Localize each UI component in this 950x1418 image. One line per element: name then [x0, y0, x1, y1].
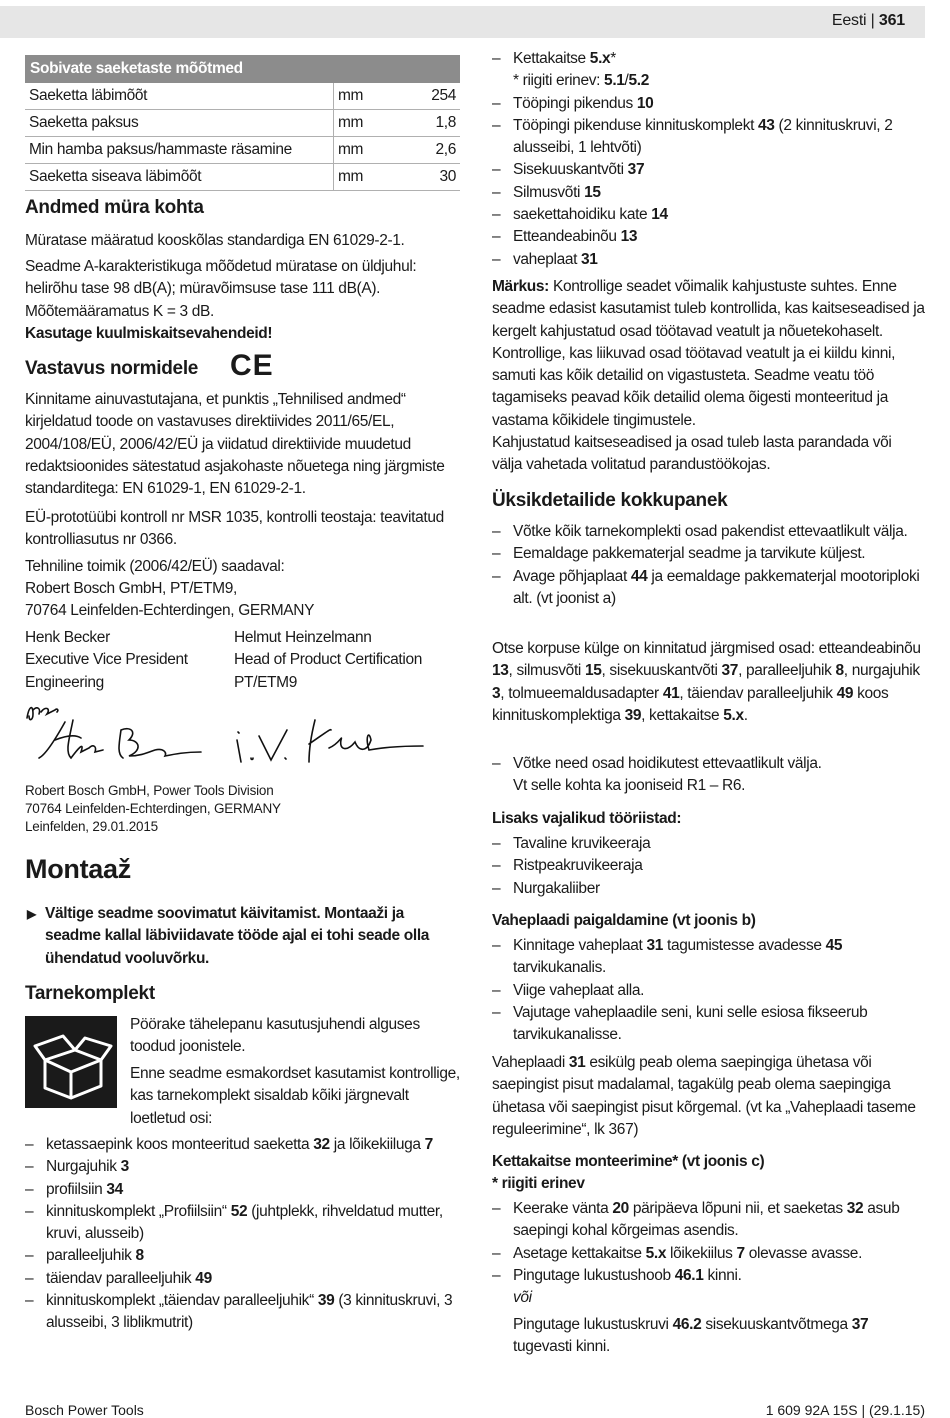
table-title: Sobivate saeketaste mõõtmed: [25, 55, 460, 83]
delivery-intro-2: Enne seadme esmakordset kasutamist kontrollige, kas tarnekomplekt sisaldab kõiki järgnevalt loetletud osi:: [130, 1065, 460, 1127]
row-unit: mm: [334, 83, 413, 110]
list-item: – Avage põhjaplaat 44 ja eemaldage pakkematerjal mootoriploki alt. (vt joonist a): [492, 566, 925, 611]
row-label: Min hamba paksus/hammaste räsamine: [25, 137, 334, 164]
list-item: – profiilsiin 34: [25, 1179, 460, 1201]
company-line: 70764 Leinfelden-Echterdingen, GERMANY: [25, 801, 281, 816]
montage-heading: Montaaž: [25, 854, 131, 884]
signer-1-name: Henk Becker: [25, 629, 110, 646]
row-unit: mm: [334, 137, 413, 164]
list-item: – Tööpingi pikendus 10: [492, 93, 925, 115]
conformity-text-1: Kinnitame ainuvastutajana, et punktis „Tehnilised andmed“ kirjeldatud toode on vastavuses direktiivides 2011/65/EL, 2004/108/EÜ, 2006/42/EÜ ja viidatud direktiivide muudetud redaktsioonides sätestatud asjakohaste nõuetega ning järgmiste standarditega: EN 61029-1, EN 61029-2-1.: [25, 391, 445, 498]
list-item: – Etteandeabinõu 13: [492, 226, 925, 248]
table-row: [25, 110, 460, 137]
list-item: – ketassaepink koos monteeritud saeketta 32 ja lõikekiiluga 7: [25, 1134, 460, 1156]
signer-1: [25, 627, 188, 694]
list-item: – Sisekuuskantvõti 37: [492, 159, 925, 181]
hearing-protection-warning: Kasutage kuulmiskaitsevahendeid!: [25, 325, 273, 342]
list-item: – Tavaline kruvikeeraja: [492, 833, 925, 855]
montage-warning-text: Vältige seadme soovimatut käivitamist. Montaaži ja seadme kallal läbiviidavate tööde ajal ei tohi seade olla ühendatud vooluvõrku.: [45, 905, 430, 967]
delivery-heading: Tarnekomplekt: [25, 983, 155, 1004]
noise-heading: Andmed müra kohta: [25, 197, 204, 218]
list-item: – Asetage kettakaitse 5.x lõikekiilus 7 olevasse avasse.: [492, 1243, 925, 1265]
footer-left: Bosch Power Tools: [25, 1402, 144, 1418]
footer-right: 1 609 92A 15S | (29.1.15): [765, 1402, 925, 1418]
delivery-list-right: [492, 48, 925, 271]
page-number: 361: [878, 12, 905, 29]
signer-2: [234, 627, 422, 694]
row-value: 2,6: [412, 137, 460, 164]
list-item: – Ristpeakruvikeeraja: [492, 855, 925, 877]
list-item: – Eemaldage pakkematerjal seadme ja tarvikute küljest.: [492, 543, 925, 565]
signer-1-title: Executive Vice President: [25, 651, 188, 669]
list-item: – Võtke need osad hoidikutest ettevaatlikult välja. Vt selle kohta ka jooniseid R1 – R6.: [492, 753, 925, 798]
assembly-body-text: Otse korpuse külge on kinnitatud järgmised osad: etteandeabinõu 13, silmusvõti 15, sisekuuskantvõti 37, paralleeljuhik 8, nurgajuhik 3, tolmueemaldusadapter 41, täiendav paralleeljuhik 49 koos kinnituskomplektiga 39, kettakaitse 5.x.: [492, 640, 921, 724]
list-item: – vaheplaat 31: [492, 249, 925, 271]
page-header: [832, 12, 905, 30]
montage-warning: [25, 903, 460, 970]
list-item: – Kinnitage vaheplaat 31 tagumistesse avadesse 45 tarvikukanalis.: [492, 935, 925, 980]
list-item: – kinnituskomplekt „Profiilsiin“ 52 (juhtplekk, rihveldatud mutter, kruvi, alusseib): [25, 1201, 460, 1246]
list-item: – Silmusvõti 15: [492, 182, 925, 204]
conformity-heading: Vastavus normidele: [25, 358, 199, 379]
list-item: – Keerake vänta 20 päripäeva lõpuni nii, et saeketas 32 asub saepingi kohal kõrgeimas asendis.: [492, 1198, 925, 1243]
signer-2-dept: PT/ETM9: [234, 673, 298, 691]
spacer-heading: Vaheplaadi paigaldamine (vt joonis b): [492, 912, 756, 929]
table-row: [25, 164, 460, 191]
list-item: – Viige vaheplaat alla.: [492, 980, 925, 1002]
tools-heading: Lisaks vajalikud tööriistad:: [492, 810, 682, 827]
tools-list: [492, 833, 925, 900]
tech-file-line-2: Robert Bosch GmbH, PT/ETM9,: [25, 580, 237, 597]
assembly-steps: [492, 521, 925, 610]
note-paragraph: [492, 276, 925, 432]
list-item: – täiendav paralleeljuhik 49: [25, 1268, 460, 1290]
row-value: 254: [412, 83, 460, 110]
spacer-text: Vaheplaadi 31 esikülg peab olema saepingiga ühetasa või saepingist pisut madalamal, tagakülg peab olema saepingiga ühetasa või saepingist pisut kõrgemal. (vt ka „Vaheplaadi taseme reguleerimine“, lk 367): [492, 1054, 916, 1138]
package-icon: [25, 1016, 117, 1108]
row-unit: mm: [334, 110, 413, 137]
row-label: Saeketta paksus: [25, 110, 334, 137]
guard-last-step: Pingutage lukustuskruvi 46.2 sisekuuskantvõtmega 37 tugevasti kinni.: [513, 1316, 869, 1356]
row-label: Saeketta siseava läbimõõt: [25, 164, 334, 191]
company-line: Robert Bosch GmbH, Power Tools Division: [25, 783, 274, 798]
list-item: – Tööpingi pikenduse kinnituskomplekt 43 (2 kinnituskruvi, 2 alusseibi, 1 lehtvõti): [492, 115, 925, 160]
blade-dimensions-table: [25, 55, 460, 191]
delivery-list-left: [25, 1134, 460, 1335]
company-block: [25, 782, 281, 836]
guard-heading-2: * riigiti erinev: [492, 1175, 585, 1192]
list-item: – Võtke kõik tarnekomplekti osad pakendist ettevaatlikult välja.: [492, 521, 925, 543]
row-unit: mm: [334, 164, 413, 191]
list-item: – kinnituskomplekt „täiendav paralleeljuhik“ 39 (3 kinnituskruvi, 3 alusseibi, 3 liblikmutrit): [25, 1290, 460, 1335]
assembly-step-2: [492, 753, 925, 798]
row-value: 1,8: [412, 110, 460, 137]
triangle-bullet-icon: ▶: [27, 907, 36, 921]
guard-heading-1: Kettakaitse monteerimine* (vt joonis c): [492, 1153, 765, 1170]
list-item: – Pingutage lukustushoob 46.1 kinni. või: [492, 1265, 925, 1310]
tech-file-line-1: Tehniline toimik (2006/42/EÜ) saadaval:: [25, 558, 285, 575]
table-row: [25, 83, 460, 110]
note-label: Märkus:: [492, 278, 549, 295]
conformity-text-2: EÜ-prototüübi kontroll nr MSR 1035, kontrolli teostaja: teavitatud kontrolliasutus nr 0366.: [25, 509, 444, 549]
signer-1-dept: Engineering: [25, 673, 104, 691]
header-bar: [0, 6, 925, 38]
header-separator: |: [870, 12, 875, 29]
delivery-intro-1: Pöörake tähelepanu kasutusjuhendi alguses toodud joonistele.: [130, 1016, 420, 1056]
note-paragraph-2: Kahjustatud kaitseseadised ja osad tuleb lasta parandada või välja vahetada volitatud parandustöökojas.: [492, 434, 892, 474]
assembly-heading: Üksikdetailide kokkupanek: [492, 490, 728, 511]
list-item: – Kettakaitse 5.x* * riigiti erinev: 5.1/5.2: [492, 48, 925, 93]
signer-2-title: Head of Product Certification: [234, 651, 423, 669]
company-date: Leinfelden, 29.01.2015: [25, 819, 158, 834]
signatures-image: [25, 700, 455, 780]
row-value: 30: [412, 164, 460, 191]
spacer-steps: [492, 935, 925, 1046]
row-label: Saeketta läbimõõt: [25, 83, 334, 110]
ce-mark-icon: CE: [230, 349, 274, 382]
list-item: – saekettahoidiku kate 14: [492, 204, 925, 226]
list-item: – paralleeljuhik 8: [25, 1245, 460, 1267]
tech-file-line-3: 70764 Leinfelden-Echterdingen, GERMANY: [25, 602, 315, 619]
signer-2-name: Helmut Heinzelmann: [234, 629, 372, 646]
list-item: – Nurgajuhik 3: [25, 1156, 460, 1178]
list-item: – Vajutage vaheplaadile seni, kuni selle esiosa fikseerub tarvikukanalisse.: [492, 1002, 925, 1047]
noise-text-2: Seadme A-karakteristikuga mõõdetud müratase on üldjuhul: helirõhu tase 98 dB(A); müravõimsuse tase 111 dB(A). Mõõtemääramatus K = 3 dB.: [25, 258, 417, 320]
noise-text-1: Müratase määratud kooskõlas standardiga EN 61029-2-1.: [25, 232, 405, 249]
header-language: Eesti: [831, 12, 867, 29]
note-text: Kontrollige seadet võimalik kahjustuste suhtes. Enne seadme edasist kasutamist tuleb kontrollida, kas kaitseseadised ja kergelt kahjustatud osad töötavad veatult ja nõuetekohaselt. Kontrollige, kas liikuvad osad töötavad veatult ja ei kiildu kinni, samuti kas kõik detailid on vigastusteta. Seadme veatu töö tagamiseks peavad kõik detailid olema õigesti monteeritud ja vastama kõikidele tingimustele.: [492, 278, 925, 429]
list-item: – Nurgakaliiber: [492, 878, 925, 900]
guard-steps: [492, 1198, 925, 1309]
table-row: [25, 137, 460, 164]
